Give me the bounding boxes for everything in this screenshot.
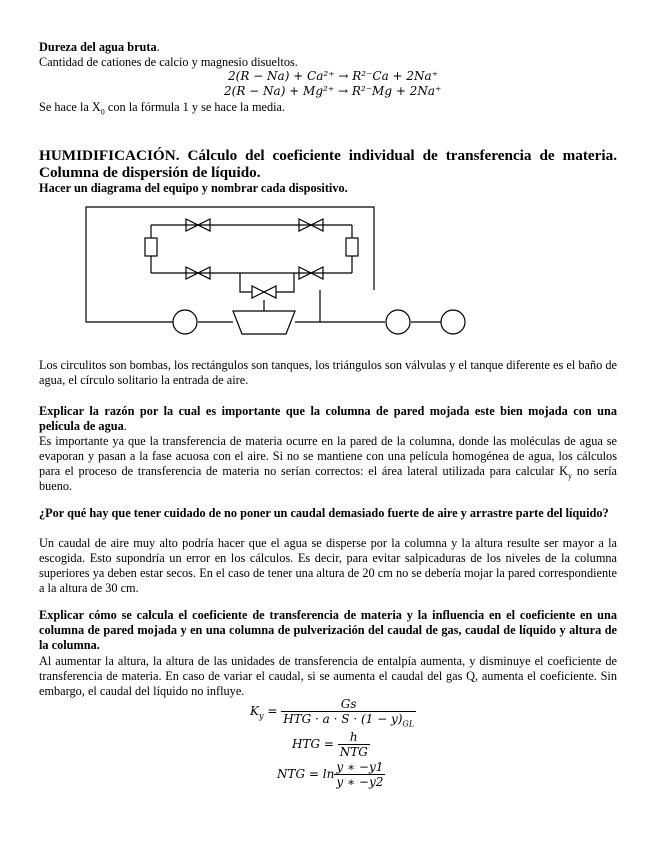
diagram-caption: Los circulitos son bombas, los rectángulos son tanques, los triángulos son válvulas y el tanque diferente es el baño de agua, el círculo solitario la entrada de aire.: [39, 358, 617, 387]
formula-ntg: [277, 760, 385, 789]
pipe-bath-out: [295, 290, 320, 322]
htg-fraction: [338, 730, 370, 759]
hardness-heading: Dureza del agua bruta: [39, 40, 157, 54]
ntg-fraction: [334, 760, 385, 789]
valve-bypass: [252, 286, 276, 298]
question-air-flow: ¿Por qué hay que tener cuidado de no poner un caudal demasiado fuerte de aire y arrastre parte del líquido?: [39, 506, 609, 520]
heading-dot: .: [156, 40, 160, 54]
question-wet-wall-text: Explicar la razón por la cual es importante que la columna de pared mojada este bien mojada con una película de agua: [39, 404, 617, 433]
air-inlet-circle: [441, 310, 465, 334]
answer-subscript: y: [568, 471, 573, 481]
ky-subscript: y: [258, 711, 264, 721]
ky-fraction: [281, 697, 416, 729]
ntg-lhs: NTG = ln: [277, 767, 335, 781]
question-wet-wall: [39, 404, 617, 434]
ntg-numerator: y ∗ −y1: [336, 760, 384, 774]
method-text-b: con la fórmula 1 y se hace la media.: [104, 100, 286, 114]
tank-left: [145, 238, 157, 256]
ntg-denominator: y ∗ −y2: [336, 775, 384, 789]
pump-right: [386, 310, 410, 334]
htg-denominator: NTG: [339, 745, 368, 759]
question-mass-transfer: Explicar cómo se calcula el coeficiente de transferencia de materia y la influencia en el coeficiente en una columna de pared mojada y en una columna de pulverización del caudal de gas, caudal de líquido y altura de la columna.: [39, 608, 617, 652]
pump-left: [173, 310, 197, 334]
ky-denominator-subscript: GL: [402, 719, 415, 729]
equation-magnesium: 2(R − Na) + Mg²⁺ → R²⁻Mg + 2Na⁺: [224, 84, 442, 98]
method-text-a: Se hace la X: [39, 100, 101, 114]
answer-wet-wall-text-b: no sería bueno.: [39, 464, 617, 493]
question-dot: .: [123, 419, 127, 433]
htg-numerator: h: [349, 730, 358, 744]
answer-wet-wall: [39, 434, 617, 494]
method-subscript: 0: [100, 107, 105, 117]
diagram-instruction: Hacer un diagrama del equipo y nombrar cada dispositivo.: [39, 181, 348, 195]
formula-ky: [250, 697, 416, 729]
answer-mass-transfer: Al aumentar la altura, la altura de las unidades de transferencia de entalpía aumenta, y disminuye el coeficiente de transferencia de materia. En caso de variar el caudal, si se aumenta el caudal del gas Q, aumenta el coeficiente. Sin embargo, el caudal del líquido no influye.: [39, 654, 617, 698]
hardness-description: Cantidad de cationes de calcio y magnesio disueltos.: [39, 55, 298, 69]
pipe-bypass-right: [276, 273, 294, 292]
water-bath: [233, 311, 295, 334]
humidification-title: HUMIDIFICACIÓN. Cálculo del coeficiente individual de transferencia de materia. Columna de dispersión de líquido.: [39, 147, 617, 181]
tank-right: [346, 238, 358, 256]
htg-lhs: HTG =: [292, 737, 338, 751]
formula-htg: [292, 730, 370, 759]
answer-air-flow: Un caudal de aire muy alto podría hacer que el agua se disperse por la columna y la altura resulte ser mayor a la escogida. Esto supondría un error en los cálculos. Es decir, para evitar salpicaduras de los niveles de la columna superiores ya deben estar secos. En el caso de tener una altura de 20 cm no se debería mojar la pared correspondiente a la altura de 30 cm.: [39, 536, 617, 595]
ky-symbol: K: [250, 704, 259, 718]
ky-denominator-text: HTG · a · S · (1 − y): [283, 712, 403, 726]
equation-calcium: 2(R − Na) + Ca²⁺ → R²⁻Ca + 2Na⁺: [228, 69, 439, 83]
ky-denominator: [281, 711, 416, 729]
answer-wet-wall-text-a: Es importante ya que la transferencia de materia ocurre en la pared de la columna, donde las moléculas de agua se evaporan y pasan a la fase acuosa con el aire. Si no se mantiene con una película homogénea de agua, los cálculos para el proceso de transferencia de materia no serían correctos: el área lateral utilizada para calcular K: [39, 434, 617, 478]
ky-equals: =: [263, 704, 282, 718]
pipe-bypass-left: [240, 273, 252, 292]
pipe-outer-loop: [86, 207, 374, 322]
ky-numerator: Gs: [340, 697, 357, 711]
